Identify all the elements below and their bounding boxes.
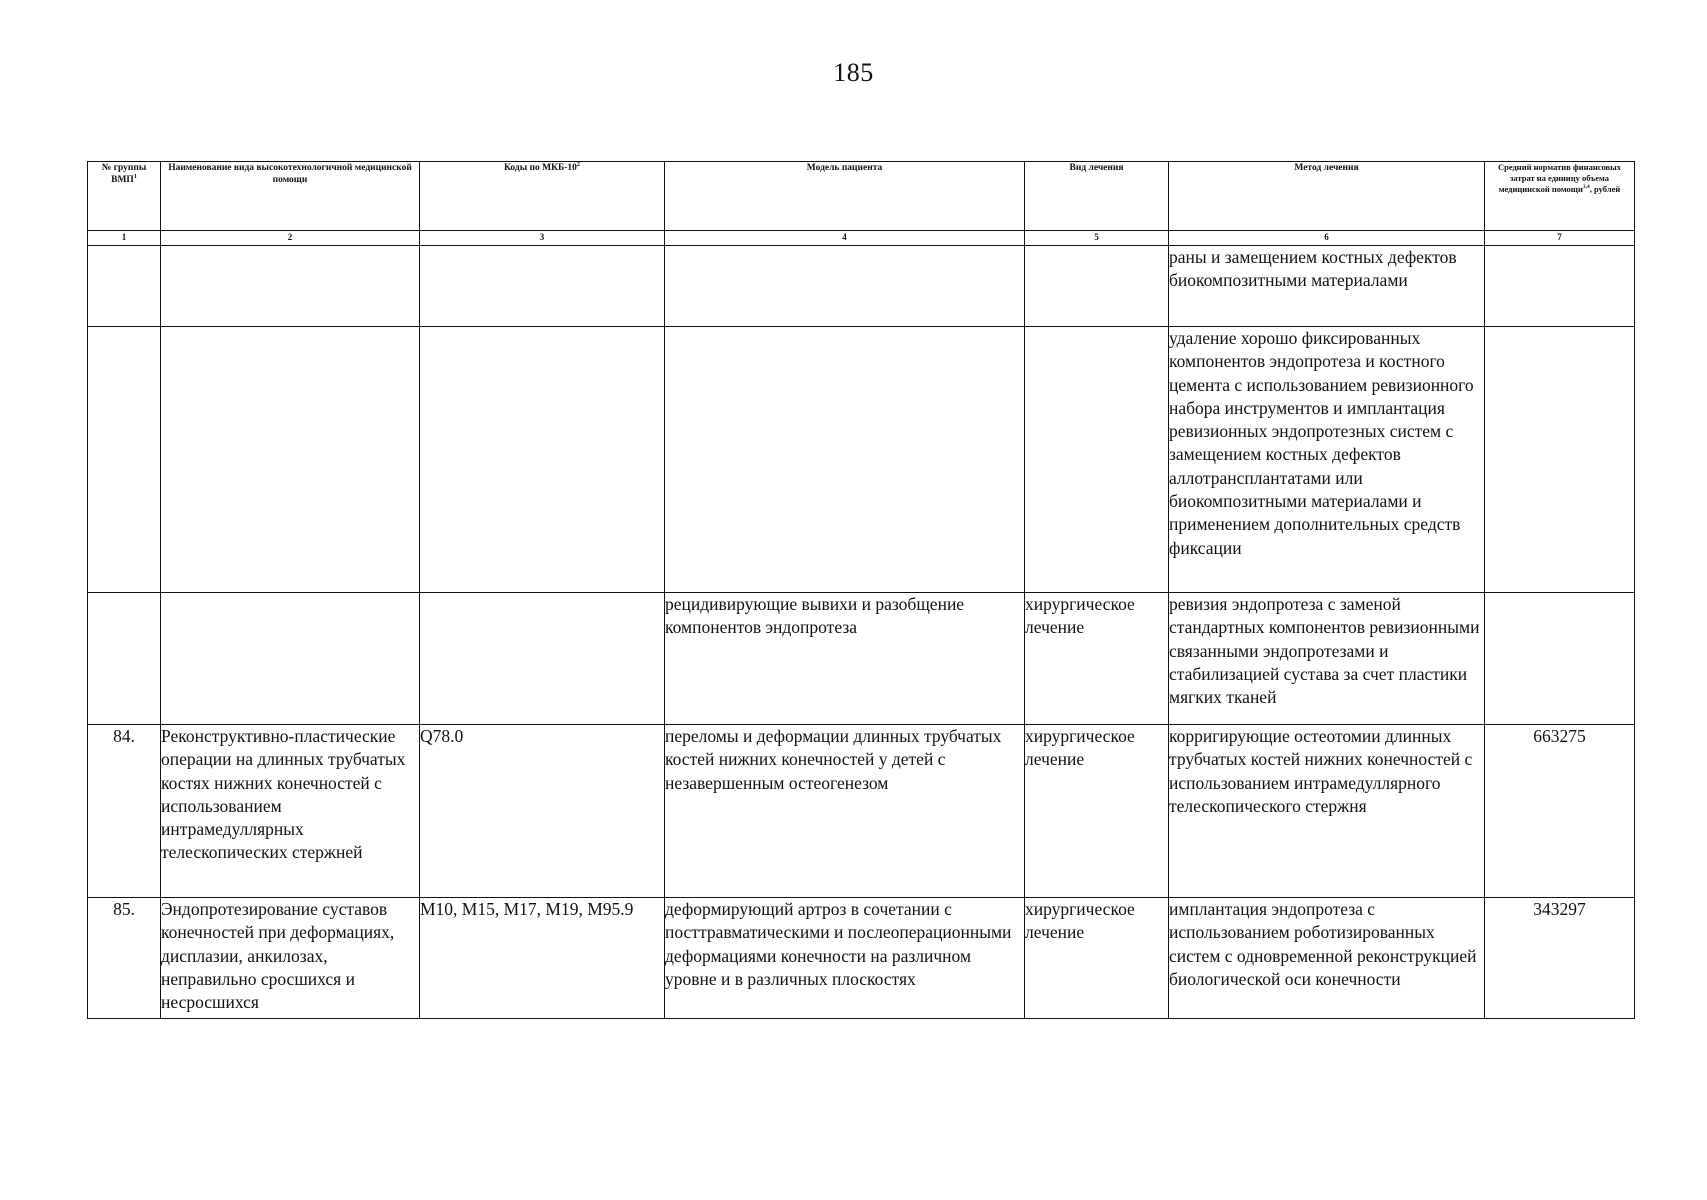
column-number: 7	[1485, 231, 1635, 246]
vmp-table	[87, 161, 1635, 1019]
header-row	[88, 162, 1635, 231]
patient-model-cell: деформирующий артроз в сочетании с посттравматическими и послеоперационными деформациями конечности на различном уровне и в различных плоскостях	[665, 898, 1025, 1019]
average-cost-cell	[1485, 246, 1635, 327]
table-row	[88, 725, 1635, 898]
header-average-cost: Средний норматив финансовых затрат на единицу объема медицинской помощи$^{3,4}$, рублей	[1485, 162, 1635, 231]
treatment-method-cell: имплантация эндопротеза с использованием роботизированных систем с одновременной реконструкцией биологической оси конечности	[1169, 898, 1485, 1019]
care-type-name-cell	[161, 593, 420, 725]
table-row	[88, 593, 1635, 725]
group-number-cell	[88, 593, 161, 725]
column-number: 5	[1025, 231, 1169, 246]
page-number: 185	[833, 58, 874, 87]
header-patient-model: Модель пациента	[665, 162, 1025, 231]
care-type-name-cell: Эндопротезирование суставов конечностей при деформациях, дисплазии, анкилозах, неправильно сросшихся и несросшихся	[161, 898, 420, 1019]
treatment-type-cell: хирургическое лечение	[1025, 725, 1169, 898]
treatment-type-cell: хирургическое лечение	[1025, 898, 1169, 1019]
group-number-cell	[88, 327, 161, 593]
table-row	[88, 898, 1635, 1019]
column-number: 3	[420, 231, 665, 246]
treatment-method-cell: раны и замещением костных дефектов биокомпозитными материалами	[1169, 246, 1485, 327]
average-cost-cell	[1485, 327, 1635, 593]
treatment-type-cell: хирургическое лечение	[1025, 593, 1169, 725]
treatment-type-cell	[1025, 327, 1169, 593]
group-number-cell: 85.	[88, 898, 161, 1019]
column-number: 4	[665, 231, 1025, 246]
group-number-cell	[88, 246, 161, 327]
icd-codes-cell	[420, 593, 665, 725]
column-number-row	[88, 231, 1635, 246]
table-row	[88, 246, 1635, 327]
column-number: 1	[88, 231, 161, 246]
patient-model-cell: рецидивирующие вывихи и разобщение компонентов эндопротеза	[665, 593, 1025, 725]
header-treatment-type: Вид лечения	[1025, 162, 1169, 231]
treatment-method-cell: корригирующие остеотомии длинных трубчатых костей нижних конечностей с использованием интрамедуллярного телескопического стержня	[1169, 725, 1485, 898]
column-number: 6	[1169, 231, 1485, 246]
average-cost-cell: 663275	[1485, 725, 1635, 898]
icd-codes-cell: Q78.0	[420, 725, 665, 898]
header-treatment-method: Метод лечения	[1169, 162, 1485, 231]
treatment-method-cell: ревизия эндопротеза с заменой стандартных компонентов ревизионными связанными эндопротезами и стабилизацией сустава за счет пластики мягких тканей	[1169, 593, 1485, 725]
patient-model-cell	[665, 327, 1025, 593]
patient-model-cell: переломы и деформации длинных трубчатых костей нижних конечностей у детей с незавершенным остеогенезом	[665, 725, 1025, 898]
care-type-name-cell: Реконструктивно-пластические операции на длинных трубчатых костях нижних конечностей с использованием интрамедуллярных телескопических стержней	[161, 725, 420, 898]
care-type-name-cell	[161, 246, 420, 327]
group-number-cell: 84.	[88, 725, 161, 898]
icd-codes-cell	[420, 246, 665, 327]
treatment-method-cell: удаление хорошо фиксированных компонентов эндопротеза и костного цемента с использованием ревизионного набора инструментов и имплантация ревизионных эндопротезных систем с замещением костных дефектов аллотрансплантатами или биокомпозитными материалами и применением дополнительных средств фиксации	[1169, 327, 1485, 593]
treatment-type-cell	[1025, 246, 1169, 327]
header-icd-codes: Коды по МКБ-$10^2$	[420, 162, 665, 231]
header-group-number: № группы ВМП$^1$	[88, 162, 161, 231]
average-cost-cell	[1485, 593, 1635, 725]
average-cost-cell: 343297	[1485, 898, 1635, 1019]
patient-model-cell	[665, 246, 1025, 327]
column-number: 2	[161, 231, 420, 246]
icd-codes-cell: M10, M15, M17, M19, M95.9	[420, 898, 665, 1019]
care-type-name-cell	[161, 327, 420, 593]
table-row	[88, 327, 1635, 593]
icd-codes-cell	[420, 327, 665, 593]
header-care-type-name: Наименование вида высокотехнологичной медицинской помощи	[161, 162, 420, 231]
